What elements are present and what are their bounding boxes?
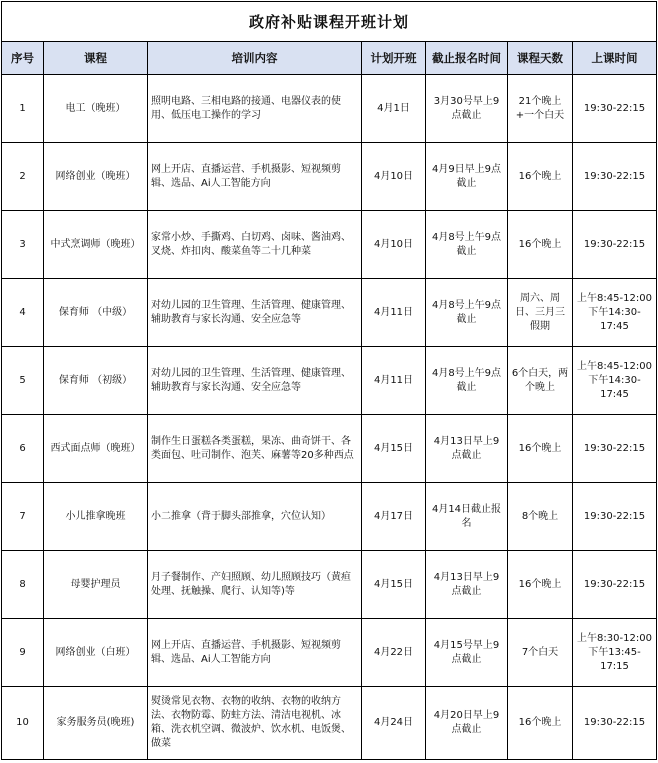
row-course: 母婴护理员 [44,551,148,619]
row-no: 10 [2,687,44,760]
row-days: 16个晚上 [508,143,573,211]
row-deadline: 4月15号早上9点截止 [426,619,508,687]
row-start: 4月17日 [362,483,426,551]
table-row [2,687,657,760]
row-course: 保育师 （中级） [44,279,148,347]
row-deadline: 4月13日早上9点截止 [426,415,508,483]
header-content: 培训内容 [148,42,362,75]
table-row [2,211,657,279]
row-no: 9 [2,619,44,687]
table-row [2,143,657,211]
row-start: 4月24日 [362,687,426,760]
row-time: 19:30-22:15 [573,483,657,551]
table-row [2,619,657,687]
row-time: 上午8:45-12:00下午14:30-17:45 [573,279,657,347]
row-no: 5 [2,347,44,415]
table-row [2,75,657,143]
row-deadline: 4月8号上午9点截止 [426,347,508,415]
row-course: 家务服务员(晚班) [44,687,148,760]
row-days: 16个晚上 [508,211,573,279]
row-content: 月子餐制作、产妇照顾、幼儿照顾技巧（黄疸处理、抚触操、爬行、认知等)等 [148,551,362,619]
row-content: 对幼儿园的卫生管理、生活管理、健康管理、辅助教育与家长沟通、安全应急等 [148,279,362,347]
row-time: 19:30-22:15 [573,551,657,619]
row-days: 16个晚上 [508,415,573,483]
course-table [1,1,657,760]
row-course: 西式面点师（晚班） [44,415,148,483]
row-deadline: 4月20日早上9点截止 [426,687,508,760]
table-row [2,551,657,619]
table-row [2,415,657,483]
row-time: 19:30-22:15 [573,687,657,760]
row-start: 4月10日 [362,211,426,279]
row-deadline: 4月13日早上9点截止 [426,551,508,619]
row-course: 中式烹调师（晚班） [44,211,148,279]
table-body [2,75,657,760]
row-content: 制作生日蛋糕各类蛋糕，果冻、曲奇饼干、各类面包、吐司制作、泡芙、麻薯等20多种西点 [148,415,362,483]
row-content: 照明电路、三相电路的接通、电器仪表的使用、低压电工操作的学习 [148,75,362,143]
row-deadline: 3月30号早上9点截止 [426,75,508,143]
table-title: 政府补贴课程开班计划 [2,2,657,42]
header-days: 课程天数 [508,42,573,75]
row-no: 4 [2,279,44,347]
row-time: 19:30-22:15 [573,143,657,211]
row-no: 3 [2,211,44,279]
row-time: 上午8:30-12:00下午13:45-17:15 [573,619,657,687]
row-start: 4月22日 [362,619,426,687]
row-days: 周六、周日、三月三假期 [508,279,573,347]
row-deadline: 4月9日早上9点截止 [426,143,508,211]
row-no: 8 [2,551,44,619]
header-time: 上课时间 [573,42,657,75]
row-days: 21个晚上+一个白天 [508,75,573,143]
row-no: 7 [2,483,44,551]
header-deadline: 截止报名时间 [426,42,508,75]
row-time: 19:30-22:15 [573,75,657,143]
header-row [2,42,657,75]
row-no: 1 [2,75,44,143]
row-content: 家常小炒、手撕鸡、白切鸡、卤味、酱油鸡、叉烧、炸扣肉、酸菜鱼等二十几种菜 [148,211,362,279]
row-course: 网络创业（白班） [44,619,148,687]
row-content: 对幼儿园的卫生管理、生活管理、健康管理、辅助教育与家长沟通、安全应急等 [148,347,362,415]
course-schedule-sheet [1,1,656,760]
table-row [2,483,657,551]
row-start: 4月1日 [362,75,426,143]
row-days: 6个白天，两个晚上 [508,347,573,415]
row-deadline: 4月8号上午9点截止 [426,211,508,279]
row-course: 小儿推拿晚班 [44,483,148,551]
header-start: 计划开班 [362,42,426,75]
header-course: 课程 [44,42,148,75]
row-content: 小二推拿（背于脚头部推拿，穴位认知） [148,483,362,551]
row-days: 8个晚上 [508,483,573,551]
row-days: 16个晚上 [508,687,573,760]
row-start: 4月10日 [362,143,426,211]
table-row [2,279,657,347]
row-course: 保育师 （初级） [44,347,148,415]
row-deadline: 4月14日截止报名 [426,483,508,551]
row-no: 2 [2,143,44,211]
row-time: 上午8:45-12:00下午14:30-17:45 [573,347,657,415]
row-time: 19:30-22:15 [573,415,657,483]
row-no: 6 [2,415,44,483]
table-row [2,347,657,415]
row-course: 电工（晚班） [44,75,148,143]
row-start: 4月15日 [362,551,426,619]
row-time: 19:30-22:15 [573,211,657,279]
row-days: 7个白天 [508,619,573,687]
row-course: 网络创业（晚班） [44,143,148,211]
row-content: 熨烫常见衣物、衣物的收纳、衣物的收纳方法、衣物防霉、防蛀方法、清洁电视机、冰箱、洗衣机空调、微波炉、饮水机、电饭煲、做菜 [148,687,362,760]
header-no: 序号 [2,42,44,75]
row-start: 4月15日 [362,415,426,483]
row-start: 4月11日 [362,279,426,347]
row-days: 16个晚上 [508,551,573,619]
row-content: 网上开店、直播运营、手机摄影、短视频剪辑、选品、Ai人工智能方向 [148,143,362,211]
row-content: 网上开店、直播运营、手机摄影、短视频剪辑、选品、Ai人工智能方向 [148,619,362,687]
row-deadline: 4月8号上午9点截止 [426,279,508,347]
row-start: 4月11日 [362,347,426,415]
